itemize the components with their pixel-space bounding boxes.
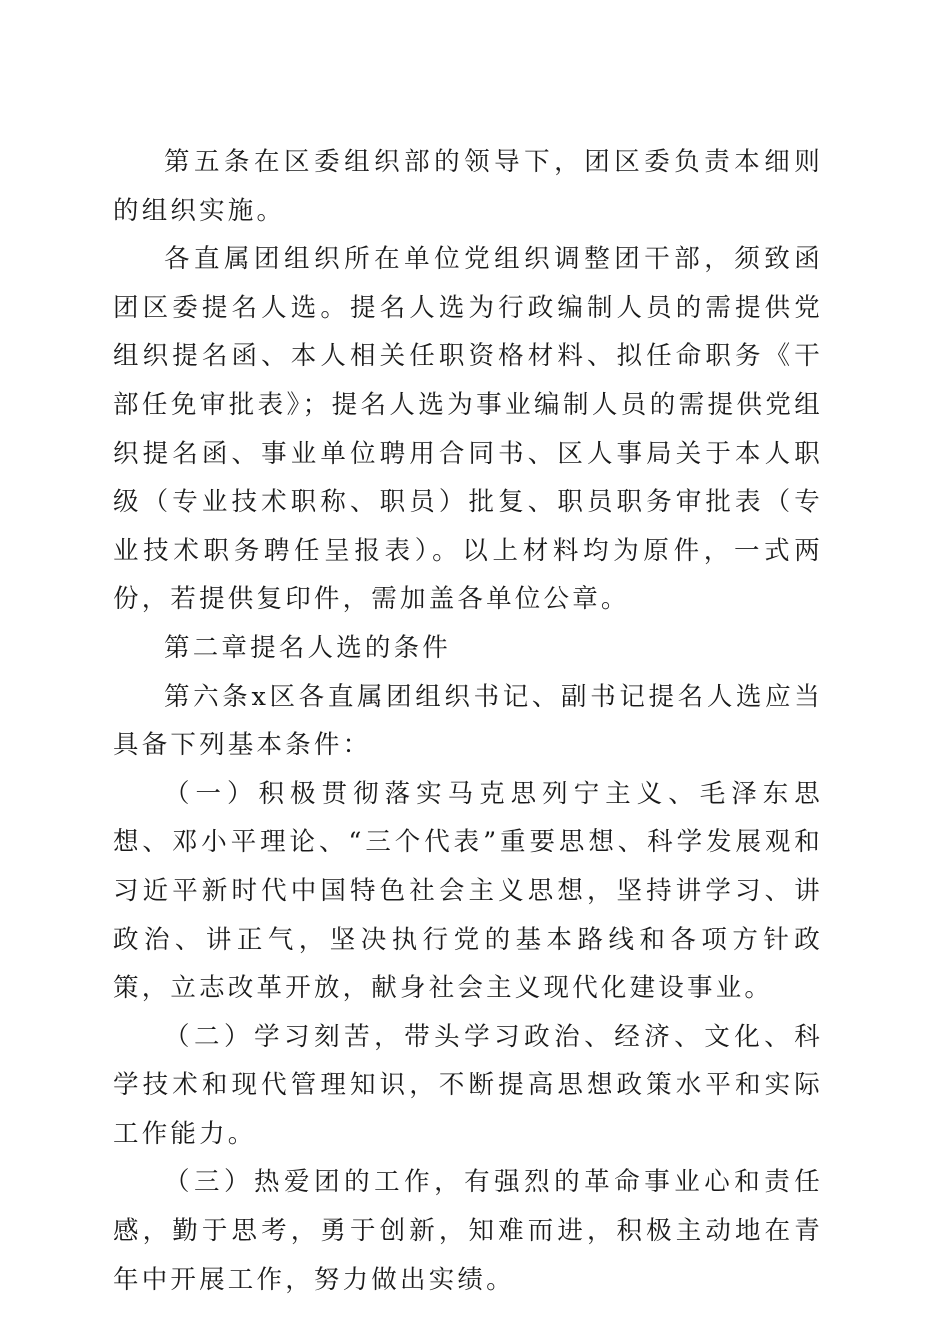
chapter-heading: 第二章提名人选的条件 [164, 632, 452, 663]
paragraph-article-6: 第六条x区各直属团组织书记、副书记提名人选应当具备下列基本条件： [113, 681, 823, 761]
document-body [113, 138, 823, 1304]
paragraph-article-5: 第五条在区委组织部的领导下，团区委负责本细则的组织实施。 [113, 147, 823, 226]
condition-item-1: （一）积极贯彻落实马克思列宁主义、毛泽东思想、邓小平理论、“三个代表”重要思想、科学发展观和习近平新时代中国特色社会主义思想，坚持讲学习、讲政治、讲正气，坚决执行党的基本路线和各项方针政策，立志改革开放，献身社会主义现代化建设事业。 [113, 778, 823, 1004]
condition-item-2: （二）学习刻苦，带头学习政治、经济、文化、科学技术和现代管理知识，不断提高思想政策水平和实际工作能力。 [113, 1021, 823, 1149]
paragraph-nomination-materials: 各直属团组织所在单位党组织调整团干部，须致函团区委提名人选。提名人选为行政编制人员的需提供党组织提名函、本人相关任职资格材料、拟任命职务《干部任免审批表》；提名人选为事业编制人员的需提供党组织提名函、事业单位聘用合同书、区人事局关于本人职级（专业技术职称、职员）批复、职员职务审批表（专业技术职务聘任呈报表）。以上材料均为原件，一式两份，若提供复印件，需加盖各单位公章。 [113, 244, 823, 615]
condition-item-3: （三）热爱团的工作，有强烈的革命事业心和责任感，勤于思考，勇于创新，知难而进，积极主动地在青年中开展工作，努力做出实绩。 [113, 1167, 823, 1295]
